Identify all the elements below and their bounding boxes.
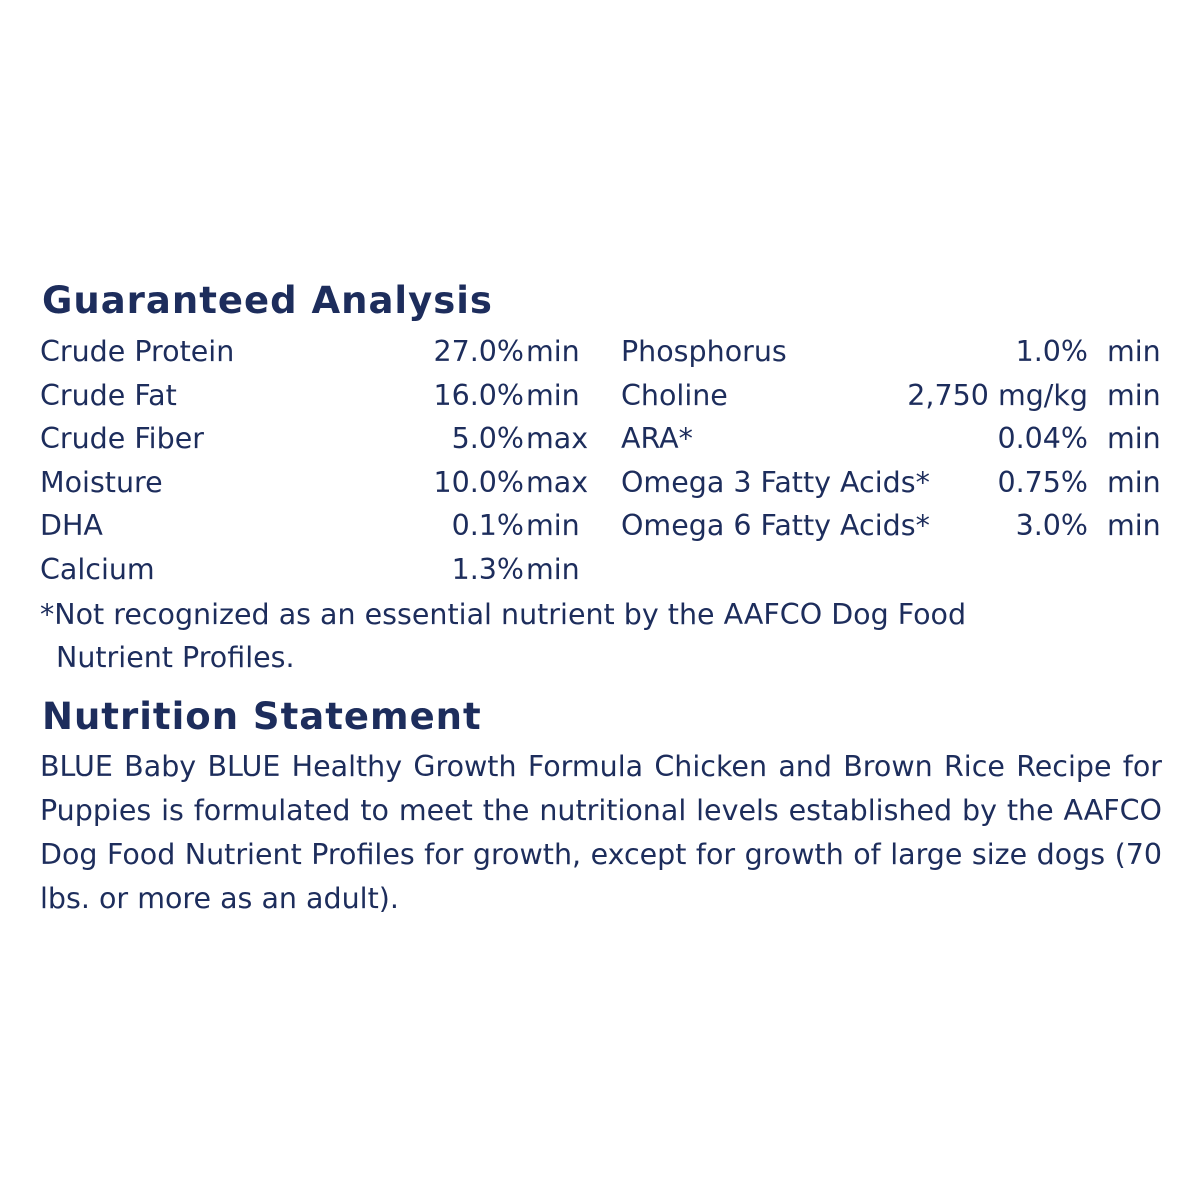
nutrition-statement-heading: Nutrition Statement: [42, 695, 482, 738]
nutrient-value: 5.0%: [451, 422, 524, 455]
nutrient-name: Phosphorus: [621, 335, 787, 368]
nutrient-unit: min: [1107, 335, 1161, 368]
nutrient-name: Moisture: [40, 466, 163, 499]
nutrient-unit: min: [526, 553, 580, 586]
nutrient-value: 1.0%: [1015, 335, 1088, 368]
nutrient-name: ARA*: [621, 422, 693, 455]
nutrient-value: 16.0%: [433, 379, 524, 412]
analysis-row-ara: [621, 419, 1166, 459]
nutrient-name: Calcium: [40, 553, 155, 586]
nutrient-unit: min: [526, 509, 580, 542]
nutrient-value: 2,750 mg/kg: [907, 379, 1088, 412]
nutrient-name: Omega 3 Fatty Acids*: [621, 466, 930, 499]
analysis-row-dha: [40, 506, 600, 546]
analysis-row-phosphorus: [621, 332, 1166, 372]
nutrient-name: Omega 6 Fatty Acids*: [621, 509, 930, 542]
nutrient-value: 0.75%: [997, 466, 1088, 499]
nutrient-unit: min: [1107, 509, 1161, 542]
analysis-row-calcium: [40, 550, 600, 590]
footnote-line-1: *Not recognized as an essential nutrient by the AAFCO Dog Food: [40, 598, 967, 631]
nutrient-unit: min: [526, 379, 580, 412]
aafco-footnote: [40, 593, 1120, 679]
analysis-row-choline: [621, 376, 1166, 416]
nutrient-unit: min: [526, 335, 580, 368]
nutrient-value: 0.1%: [451, 509, 524, 542]
nutrient-value: 3.0%: [1015, 509, 1088, 542]
nutrient-name: Choline: [621, 379, 728, 412]
guaranteed-analysis-heading: Guaranteed Analysis: [42, 279, 493, 322]
nutrient-name: Crude Fiber: [40, 422, 204, 455]
analysis-row-omega-3: [621, 463, 1166, 503]
nutrient-unit: max: [526, 422, 589, 455]
footnote-line-2: Nutrient Profiles.: [56, 641, 295, 674]
nutrient-unit: min: [1107, 466, 1161, 499]
nutrient-value: 1.3%: [451, 553, 524, 586]
nutrition-statement-body: BLUE Baby BLUE Healthy Growth Formula Chicken and Brown Rice Recipe for Puppies is formulated to meet the nutritional levels established by the AAFCO Dog Food Nutrient Profiles for growth, except for growth of large size dogs (70 lbs. or more as an adult).: [40, 750, 1162, 915]
nutrient-name: DHA: [40, 509, 103, 542]
nutrient-unit: min: [1107, 422, 1161, 455]
analysis-row-omega-6: [621, 506, 1166, 546]
analysis-row-crude-protein: [40, 332, 600, 372]
nutrient-unit: max: [526, 466, 589, 499]
nutrient-value: 0.04%: [997, 422, 1088, 455]
nutrient-name: Crude Fat: [40, 379, 177, 412]
nutrient-name: Crude Protein: [40, 335, 235, 368]
nutrient-unit: min: [1107, 379, 1161, 412]
nutrient-value: 27.0%: [433, 335, 524, 368]
analysis-row-crude-fiber: [40, 419, 600, 459]
analysis-row-crude-fat: [40, 376, 600, 416]
nutrient-value: 10.0%: [433, 466, 524, 499]
analysis-row-moisture: [40, 463, 600, 503]
